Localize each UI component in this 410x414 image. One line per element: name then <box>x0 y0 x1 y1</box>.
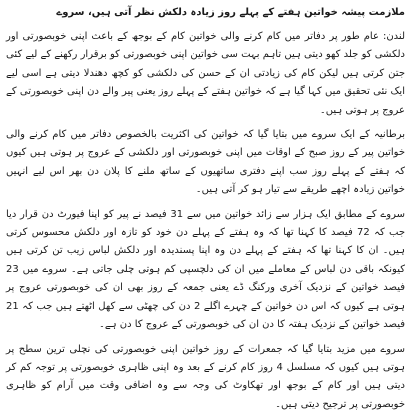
article-paragraph-1: لندن: عام طور پر دفاتر میں کام کرنے والی خواتین کام کے بوجھ کے باعث اپنی خوبصورتی اور دلکشی کو جلد کھو دیتی ہیں تاہم بہت سی خواتین اپنی خوبصورتی کو برقرار رکھنے کے لیے کئی جتن کرتی ہیں لیکن کام کی زیادتی ان کے حسن کی دلکشی کو کچھ دھندلا دیتی ہے اسی لیے ایک نئی تحقیق میں کہا گیا ہے کہ خواتین ہفتے کے پہلے روز یعنی پیر والے دن اپنی خوبصورتی کے عروج پر ہوتی ہیں۔ <box>6 28 405 120</box>
article-paragraph-2: برطانیہ کے ایک سروے میں بتایا گیا کہ خواتین کی اکثریت بالخصوص دفاتر میں کام کرنے والی خواتین پیر کے روز صبح کے اوقات میں اپنی خوبصورتی اور دلکشی کے عروج پر ہوتی ہیں کیوں کہ ہفتے کے پہلے روز سب اپنے دفتری ساتھیوں کے ساتھ ملنے کا پلان دن بھر اس لیے انہیں خواتین زیادہ اچھے طریقے سے تیار ہو کر آتی ہیں۔ <box>6 126 405 200</box>
article-paragraph-4: سروے میں مزید بتایا گیا کہ جمعرات کے روز خواتین اپنی خوبصورتی کی نچلی ترین سطح پر ہوتی ہیں کیوں کہ مسلسل 4 روز کام کرنے کے بعد وہ اپنی ظاہری خوبصورتی پر توجہ کم کر دیتی ہیں اور کام کے بوجھ اور تھکاوٹ کی وجہ سے وہ اضافی وقت میں آرام کو ظاہری خوبصورتی پر ترجیح دیتی ہیں۔ <box>6 341 405 414</box>
article-paragraph-3: سروے کے مطابق ایک ہزار سے زائد خواتین میں سے 31 فیصد نے پیر کو اپنا فیورٹ دن قرار دیا جب کہ 72 فیصد کا کہنا تھا کہ وہ ہفتے کے پہلے دن خود کو تازہ اور دلکش محسوس کرتی ہیں۔ ان کا کہنا تھا کہ ہفتے کے پہلے دن وہ اپنا پسندیدہ اور دلکش لباس زیب تن کرتی ہیں کیونکہ باقی دن لباس کے معاملے میں ان کی دلچسپی کم ہوتی چلی جاتی ہے۔ سروے میں 23 فیصد خواتین کے نزدیک آخری ورکنگ ڈے یعنی جمعہ کے روز بھی ان کی خوبصورتی عروج پر ہوتی ہے کیوں کہ اس دن خواتین کے چہرے اگلے 2 دن کی چھٹی سے کھل اٹھتے ہیں جب کہ 21 فیصد خواتین کے نزدیک ہفتہ کا دن ان کی خوبصورتی کے عروج کا دن ہے۔ <box>6 206 405 335</box>
article-headline: ملازمت پیشہ خواتین ہفتے کے پہلے روز زیادہ دلکش نظر آتی ہیں، سروے <box>6 4 405 22</box>
